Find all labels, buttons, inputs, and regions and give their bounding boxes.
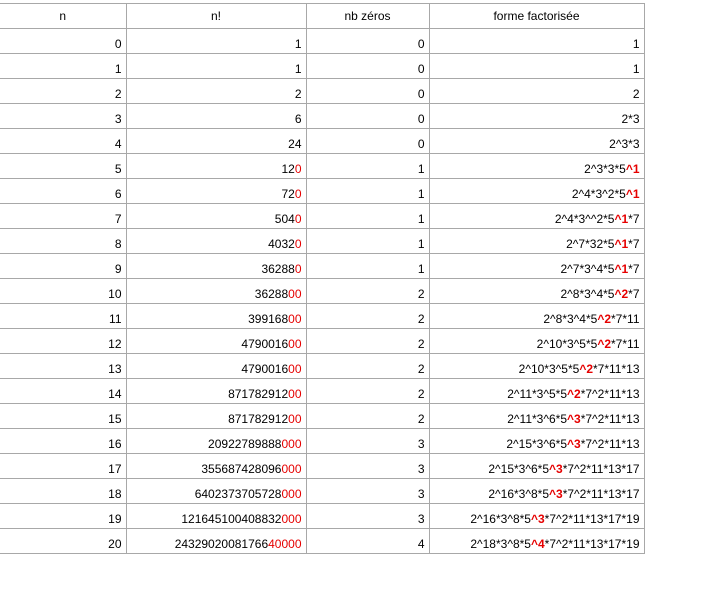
factorial-trailing-zeros: 00 xyxy=(288,312,302,326)
factorial-trailing-zeros: 0 xyxy=(294,187,302,201)
factorized-five-exponent: ^1 xyxy=(625,187,640,201)
cell-n[interactable] xyxy=(0,179,126,204)
factorized-five-exponent: ^2 xyxy=(567,387,581,401)
cell-factorized[interactable] xyxy=(429,279,644,304)
zero-count-value: 0 xyxy=(417,37,425,51)
factorial-digits: 4032 xyxy=(268,237,295,251)
factorized-prefix: 2^3*3 xyxy=(609,137,640,151)
cell-factorized[interactable] xyxy=(429,529,644,554)
factorial-trailing-zeros: 0 xyxy=(294,237,302,251)
n-value: 2 xyxy=(114,87,122,101)
table-row xyxy=(0,404,644,429)
zero-count-value: 4 xyxy=(417,537,425,551)
zero-count-value: 0 xyxy=(417,87,425,101)
cell-factorial[interactable] xyxy=(126,379,306,404)
cell-n[interactable] xyxy=(0,329,126,354)
cell-n[interactable] xyxy=(0,129,126,154)
factorized-prefix: 2^7*3^4*5 xyxy=(560,262,615,276)
n-value: 17 xyxy=(108,462,122,476)
n-value: 13 xyxy=(108,362,122,376)
n-value: 5 xyxy=(114,162,122,176)
n-value: 14 xyxy=(108,387,122,401)
factorial-digits: 4790016 xyxy=(241,337,289,351)
factorized-prefix: 2^11*3^6*5 xyxy=(507,412,568,426)
table-row xyxy=(0,79,644,104)
factorial-trailing-zeros: 0 xyxy=(294,262,302,276)
n-value: 11 xyxy=(109,312,122,326)
zero-count-value: 3 xyxy=(417,462,425,476)
factorized-suffix: *7 xyxy=(628,287,640,301)
cell-zero-count[interactable] xyxy=(306,529,429,554)
factorial-digits: 12 xyxy=(281,162,295,176)
factorized-suffix: *7^2*11*13*17*19 xyxy=(544,537,640,551)
factorial-digits: 36288 xyxy=(261,262,295,276)
table-row xyxy=(0,329,644,354)
cell-zero-count[interactable] xyxy=(306,329,429,354)
factorial-digits: 399168 xyxy=(248,312,289,326)
factorial-digits: 24 xyxy=(288,137,302,151)
factorial-digits: 6 xyxy=(294,112,302,126)
cell-factorized[interactable] xyxy=(429,304,644,329)
cell-factorial[interactable] xyxy=(126,479,306,504)
cell-zero-count[interactable] xyxy=(306,179,429,204)
factorial-digits: 121645100408832 xyxy=(181,512,282,526)
cell-n[interactable] xyxy=(0,454,126,479)
header-zeros[interactable]: nb zéros xyxy=(306,4,429,29)
cell-zero-count[interactable] xyxy=(306,154,429,179)
zero-count-value: 1 xyxy=(417,212,425,226)
n-value: 10 xyxy=(108,287,122,301)
cell-n[interactable] xyxy=(0,254,126,279)
zero-count-value: 3 xyxy=(417,512,425,526)
factorized-suffix: *7^2*11*13 xyxy=(580,437,640,451)
factorized-five-exponent: ^3 xyxy=(530,512,545,526)
factorial-trailing-zeros: 000 xyxy=(281,512,302,526)
factorial-trailing-zeros: 00 xyxy=(288,412,302,426)
cell-n[interactable] xyxy=(0,154,126,179)
factorized-suffix: *7^2*11*13 xyxy=(580,412,640,426)
cell-factorized[interactable] xyxy=(429,104,644,129)
cell-factorized[interactable] xyxy=(429,29,644,54)
header-n[interactable]: n xyxy=(0,4,126,29)
cell-factorial[interactable] xyxy=(126,354,306,379)
cell-factorial[interactable] xyxy=(126,504,306,529)
cell-factorized[interactable] xyxy=(429,54,644,79)
cell-factorial[interactable] xyxy=(126,529,306,554)
factorized-suffix: *7 xyxy=(628,262,640,276)
factorial-digits: 2 xyxy=(294,87,302,101)
cell-factorial[interactable] xyxy=(126,404,306,429)
cell-factorized[interactable] xyxy=(429,254,644,279)
factorized-prefix: 1 xyxy=(632,37,640,51)
cell-zero-count[interactable] xyxy=(306,129,429,154)
cell-factorial[interactable] xyxy=(126,129,306,154)
zero-count-value: 1 xyxy=(417,162,425,176)
factorial-trailing-zeros: 00 xyxy=(288,337,302,351)
factorized-prefix: 2^16*3^8*5 xyxy=(470,512,531,526)
zero-count-value: 2 xyxy=(417,287,425,301)
n-value: 12 xyxy=(108,337,122,351)
cell-zero-count[interactable] xyxy=(306,229,429,254)
cell-factorial[interactable] xyxy=(126,179,306,204)
n-value: 1 xyxy=(114,62,122,76)
factorized-suffix: *7*11 xyxy=(611,337,640,351)
cell-factorial[interactable] xyxy=(126,104,306,129)
factorial-digits: 4790016 xyxy=(241,362,289,376)
factorized-prefix: 2^3*3*5 xyxy=(584,162,626,176)
zero-count-value: 3 xyxy=(417,437,425,451)
table-row xyxy=(0,254,644,279)
factorial-trailing-zeros: 000 xyxy=(281,462,302,476)
cell-n[interactable] xyxy=(0,204,126,229)
n-value: 3 xyxy=(114,112,122,126)
factorial-digits: 504 xyxy=(274,212,295,226)
header-factorial[interactable]: n! xyxy=(126,4,306,29)
cell-n[interactable] xyxy=(0,304,126,329)
cell-factorized[interactable] xyxy=(429,154,644,179)
factorized-suffix: *7*11 xyxy=(611,312,640,326)
factorized-suffix: *7^2*11*13 xyxy=(580,387,640,401)
table-row xyxy=(0,354,644,379)
cell-n[interactable] xyxy=(0,29,126,54)
cell-zero-count[interactable] xyxy=(306,404,429,429)
n-value: 18 xyxy=(108,487,122,501)
table-row xyxy=(0,429,644,454)
cell-factorial[interactable] xyxy=(126,229,306,254)
factorized-prefix: 2^10*3^5*5 xyxy=(518,362,580,376)
factorial-digits: 24329020081766 xyxy=(174,537,269,551)
cell-n[interactable] xyxy=(0,354,126,379)
cell-n[interactable] xyxy=(0,104,126,129)
table-row xyxy=(0,229,644,254)
factorized-five-exponent: ^1 xyxy=(614,262,629,276)
cell-zero-count[interactable] xyxy=(306,454,429,479)
header-row xyxy=(0,4,644,29)
factorized-five-exponent: ^1 xyxy=(614,212,629,226)
cell-factorized[interactable] xyxy=(429,404,644,429)
cell-factorized[interactable] xyxy=(429,354,644,379)
cell-n[interactable] xyxy=(0,529,126,554)
factorized-suffix: *7^2*11*13*17*19 xyxy=(544,512,640,526)
factorial-trailing-zeros: 0 xyxy=(294,162,302,176)
zero-count-value: 2 xyxy=(417,312,425,326)
cell-factorized[interactable] xyxy=(429,479,644,504)
table-row xyxy=(0,29,644,54)
cell-zero-count[interactable] xyxy=(306,429,429,454)
table-row xyxy=(0,54,644,79)
cell-n[interactable] xyxy=(0,279,126,304)
cell-factorized[interactable] xyxy=(429,179,644,204)
cell-n[interactable] xyxy=(0,54,126,79)
cell-factorial[interactable] xyxy=(126,254,306,279)
factorized-prefix: 2^4*3^^2*5 xyxy=(554,212,615,226)
zero-count-value: 1 xyxy=(417,262,425,276)
zero-count-value: 1 xyxy=(417,237,425,251)
cell-zero-count[interactable] xyxy=(306,479,429,504)
n-value: 9 xyxy=(114,262,122,276)
factorized-prefix: 2^11*3^5*5 xyxy=(507,387,568,401)
zero-count-value: 2 xyxy=(417,337,425,351)
cell-factorized[interactable] xyxy=(429,454,644,479)
cell-n[interactable] xyxy=(0,404,126,429)
factorized-suffix: *7^2*11*13*17 xyxy=(562,462,640,476)
factorial-digits: 6402373705728 xyxy=(194,487,282,501)
cell-factorial[interactable] xyxy=(126,54,306,79)
factorial-digits: 871782912 xyxy=(228,412,289,426)
factorized-five-exponent: ^3 xyxy=(567,412,581,426)
factorized-prefix: 2 xyxy=(632,87,640,101)
cell-zero-count[interactable] xyxy=(306,204,429,229)
cell-factorial[interactable] xyxy=(126,279,306,304)
factorial-trailing-zeros: 00 xyxy=(288,287,302,301)
factorial-digits: 72 xyxy=(281,187,295,201)
zero-count-value: 0 xyxy=(417,137,425,151)
cell-factorized[interactable] xyxy=(429,79,644,104)
factorized-five-exponent: ^3 xyxy=(549,487,563,501)
n-value: 16 xyxy=(108,437,122,451)
table-row xyxy=(0,129,644,154)
n-value: 19 xyxy=(108,512,122,526)
factorized-prefix: 2^7*32*5 xyxy=(566,237,615,251)
n-value: 7 xyxy=(114,212,122,226)
zero-count-value: 0 xyxy=(417,112,425,126)
factorial-trailing-zeros: 00 xyxy=(288,362,302,376)
zero-count-value: 3 xyxy=(417,487,425,501)
cell-factorized[interactable] xyxy=(429,504,644,529)
cell-factorial[interactable] xyxy=(126,204,306,229)
cell-factorial[interactable] xyxy=(126,329,306,354)
zero-count-value: 1 xyxy=(417,187,425,201)
factorial-trailing-zeros: 0 xyxy=(294,212,302,226)
cell-factorized[interactable] xyxy=(429,229,644,254)
cell-factorial[interactable] xyxy=(126,154,306,179)
header-factorized[interactable]: forme factorisée xyxy=(429,4,644,29)
cell-zero-count[interactable] xyxy=(306,54,429,79)
cell-factorial[interactable] xyxy=(126,79,306,104)
cell-factorial[interactable] xyxy=(126,304,306,329)
cell-factorial[interactable] xyxy=(126,454,306,479)
factorial-trailing-zeros: 000 xyxy=(281,487,302,501)
table-row xyxy=(0,454,644,479)
factorial-digits: 36288 xyxy=(254,287,289,301)
factorized-prefix: 2*3 xyxy=(621,112,640,126)
cell-factorized[interactable] xyxy=(429,204,644,229)
zero-count-value: 2 xyxy=(417,387,425,401)
factorial-digits: 1 xyxy=(294,37,302,51)
factorized-prefix: 2^8*3^4*5 xyxy=(543,312,598,326)
cell-zero-count[interactable] xyxy=(306,504,429,529)
table-row xyxy=(0,529,644,554)
factorial-digits: 871782912 xyxy=(228,387,289,401)
factorized-prefix: 2^16*3^8*5 xyxy=(488,487,549,501)
factorial-digits: 20922789888 xyxy=(208,437,282,451)
cell-n[interactable] xyxy=(0,429,126,454)
factorized-five-exponent: ^2 xyxy=(614,287,629,301)
table-row xyxy=(0,479,644,504)
cell-zero-count[interactable] xyxy=(306,104,429,129)
table-row xyxy=(0,204,644,229)
zero-count-value: 2 xyxy=(417,412,425,426)
cell-factorized[interactable] xyxy=(429,329,644,354)
table-row xyxy=(0,279,644,304)
cell-zero-count[interactable] xyxy=(306,304,429,329)
cell-n[interactable] xyxy=(0,479,126,504)
factorial-table xyxy=(0,3,645,554)
n-value: 15 xyxy=(108,412,122,426)
cell-n[interactable] xyxy=(0,229,126,254)
n-value: 0 xyxy=(114,37,122,51)
n-value: 4 xyxy=(114,137,122,151)
factorial-digits: 355687428096 xyxy=(201,462,282,476)
cell-n[interactable] xyxy=(0,79,126,104)
factorial-digits: 1 xyxy=(294,62,302,76)
factorized-prefix: 2^10*3^5*5 xyxy=(536,337,598,351)
cell-factorized[interactable] xyxy=(429,379,644,404)
n-value: 6 xyxy=(114,187,122,201)
cell-zero-count[interactable] xyxy=(306,79,429,104)
n-value: 20 xyxy=(108,537,122,551)
table-row xyxy=(0,179,644,204)
factorized-five-exponent: ^3 xyxy=(567,437,581,451)
factorial-trailing-zeros: 000 xyxy=(281,437,302,451)
cell-zero-count[interactable] xyxy=(306,279,429,304)
cell-n[interactable] xyxy=(0,504,126,529)
factorized-prefix: 2^15*3^6*5 xyxy=(488,462,549,476)
table-row xyxy=(0,304,644,329)
cell-factorized[interactable] xyxy=(429,129,644,154)
factorized-five-exponent: ^2 xyxy=(597,337,612,351)
factorized-five-exponent: ^3 xyxy=(549,462,563,476)
factorized-prefix: 2^18*3^8*5 xyxy=(470,537,531,551)
table-row xyxy=(0,154,644,179)
cell-factorial[interactable] xyxy=(126,29,306,54)
factorized-suffix: *7 xyxy=(628,237,640,251)
cell-zero-count[interactable] xyxy=(306,254,429,279)
factorized-prefix: 2^8*3^4*5 xyxy=(560,287,615,301)
factorized-suffix: *7 xyxy=(628,212,640,226)
cell-zero-count[interactable] xyxy=(306,354,429,379)
table-row xyxy=(0,504,644,529)
cell-factorized[interactable] xyxy=(429,429,644,454)
factorized-five-exponent: ^4 xyxy=(530,537,545,551)
factorized-prefix: 2^4*3^2*5 xyxy=(571,187,626,201)
factorized-suffix: *7*11*13 xyxy=(593,362,640,376)
cell-n[interactable] xyxy=(0,379,126,404)
table-row xyxy=(0,379,644,404)
factorized-five-exponent: ^1 xyxy=(625,162,640,176)
factorial-trailing-zeros: 00 xyxy=(288,387,302,401)
table-row xyxy=(0,104,644,129)
factorized-prefix: 2^15*3^6*5 xyxy=(506,437,568,451)
factorized-suffix: *7^2*11*13*17 xyxy=(562,487,640,501)
n-value: 8 xyxy=(114,237,122,251)
factorized-five-exponent: ^2 xyxy=(579,362,593,376)
cell-factorial[interactable] xyxy=(126,429,306,454)
factorized-five-exponent: ^1 xyxy=(614,237,629,251)
cell-zero-count[interactable] xyxy=(306,379,429,404)
zero-count-value: 2 xyxy=(417,362,425,376)
factorized-five-exponent: ^2 xyxy=(597,312,612,326)
table-body xyxy=(0,29,644,554)
factorial-trailing-zeros: 40000 xyxy=(268,537,302,551)
zero-count-value: 0 xyxy=(417,62,425,76)
factorized-prefix: 1 xyxy=(632,62,640,76)
cell-zero-count[interactable] xyxy=(306,29,429,54)
